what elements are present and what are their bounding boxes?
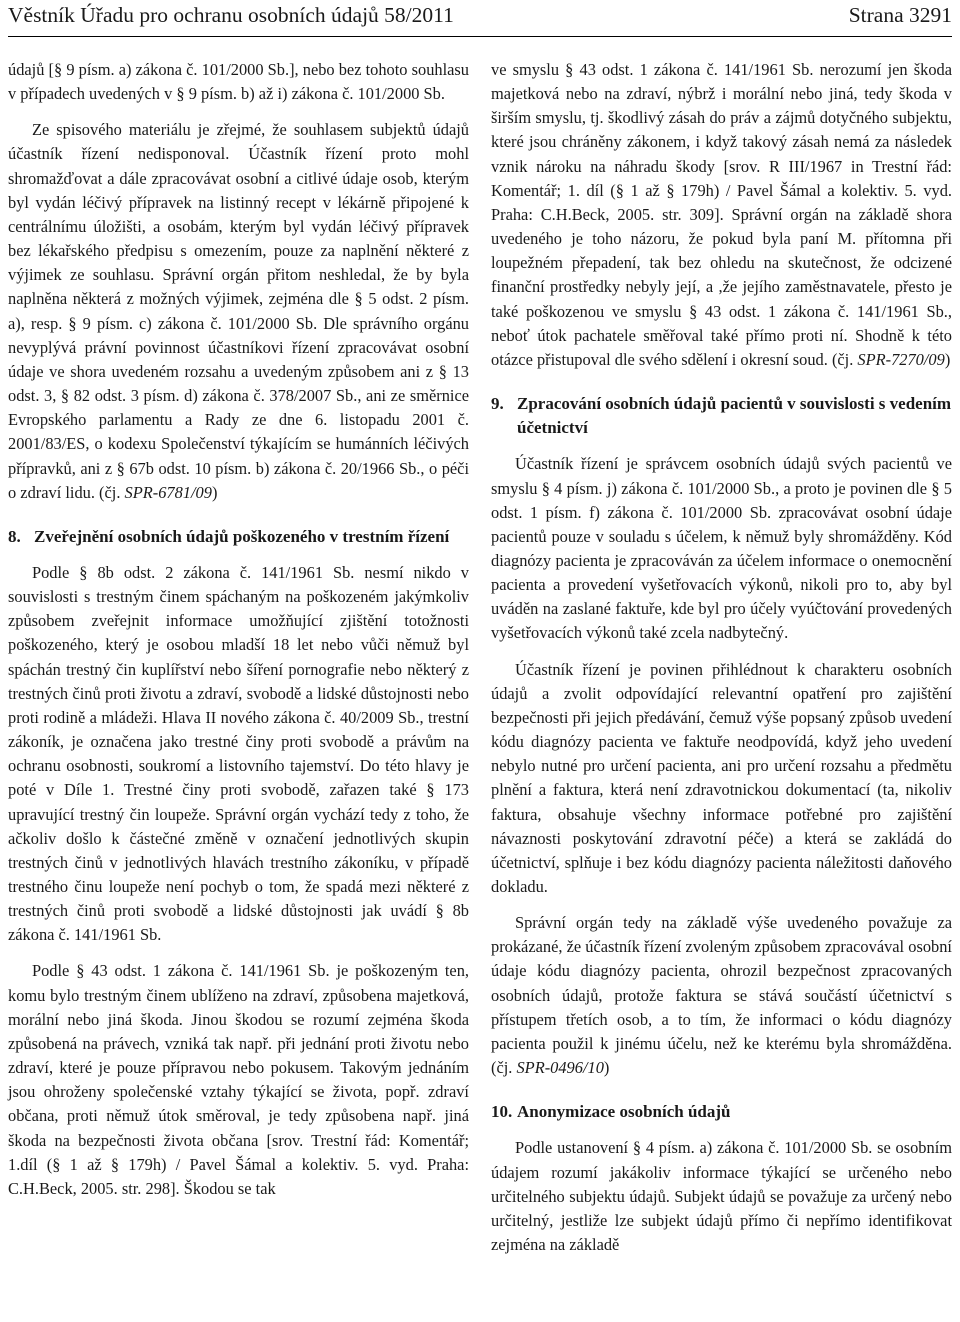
paragraph-end: ) bbox=[603, 1058, 610, 1078]
section-number: 8. bbox=[8, 526, 21, 546]
case-reference: SPR-6781/09 bbox=[124, 482, 212, 502]
journal-title: Věstník Úřadu pro ochranu osobních údajů 58/2011 bbox=[8, 3, 454, 27]
paragraph: Podle § 8b odst. 2 zákona č. 141/1961 Sb. nesmí nikdo v souvislosti s trestným činem spáchaným na poškozeném jakýmkoliv způsobem zveřejnit informace umožňující zjištění totožnosti poškozeného, který je osobou mladší 18 let nebo vůči němuž byl spáchán trestný čin kuplířství nebo šíření pornografie nebo některý z trestných činů proti životu a zdraví, svobodě a lidské důstojnosti nebo proti rodině a mládeži. Hlava II nového zákona č. 40/2009 Sb., trestní zákoník, je označena jako trestné činy proti svobodě a právům na ochranu osobnosti, soukromí a listovního tajemství. Do této hlavy je poté v Díle 1. Trestné činy proti svobodě, zařazen také § 173 upravující trestný čin loupeže. Správní orgán vychází tedy z toho, že ačkoliv došlo k částečné změně v označení jednotlivých skupin trestných činů v jednotlivých hlavách trestního zákoníku, v případě trestného činu loupeže není pochyb o tom, že spadá mezi některé z trestných činů proti svobodě a lidské důstojnosti jak uvádí § 8b zákona č. 141/1961 Sb. bbox=[8, 562, 469, 945]
paragraph: Podle ustanovení § 4 písm. a) zákona č. 101/2000 Sb. se osobním údajem rozumí jakákoliv informace týkající se určeného nebo určitelného subjektu údajů. Subjekt údajů se považuje za určený nebo určitelný, jestliže lze subjekt údajů přímo či nepřímo identifikovat zejména na základě bbox=[491, 1138, 952, 1255]
section-heading-9 bbox=[491, 392, 952, 440]
section-heading-8 bbox=[8, 525, 469, 549]
section-title: Zpracování osobních údajů pacientů v souvislosti s vedením účetnictví bbox=[517, 394, 952, 438]
paragraph-text: Správní orgán tedy na základě výše uvedeného považuje za prokázané, že účastník řízení zvoleným způsobem zpracovával osobní údaje kódu diagnózy pacienta, ohrozil bezpečnost zpracovaných osobních údajů, protože faktura se stává součástí účetnictví s přístupem třetích osob, a to tím, že informaci o kódu diagnózy pacienta použil k jinému účelu, než ke kterému byla shromážděna. (čj. bbox=[491, 913, 952, 1078]
paragraph-end: ) bbox=[211, 482, 218, 502]
section-title: Anonymizace osobních údajů bbox=[517, 1102, 731, 1122]
paragraph-text: Ze spisového materiálu je zřejmé, že souhlasem subjektů údajů účastník řízení nedisponoval. Účastník řízení proto mohl shromažďovat a dále zpracovávat osobní a citlivé údaje osob, kterým byl vydán léčivý přípravek na listinný recept v lékárně připojené k centrálnímu úložišti, a osobám, kterým byl vydán léčivý přípravek bez lékařského předpisu s omezením, pouze za naplnění některé z výjimek ze souhlasu. Správní orgán přitom neshledal, že by byla naplněna některá z možných výjimek, zejména dle § 5 odst. 2 písm. a), resp. § 9 písm. c) zákona č. 101/2000 Sb. Dle správního orgánu nevyplývá právní povinnost účastníkovi řízení zpracovávat osobní údaje ve shora uvedeném rozsahu a uvedeným způsobem ani z § 13 odst. 3, § 82 odst. 3 písm. d) zákona č. 378/2007 Sb., ani ze směrnice Evropského parlamentu a Rady ze dne 6. listopadu 2001 č. 2001/83/ES, o kodexu Společenství týkajícím se humánních léčivých přípravků, ani z § 67b odst. 10 písm. b) zákona č. 20/1966 Sb., o péči o zdraví lidu. (čj. bbox=[8, 120, 469, 502]
paragraph bbox=[8, 118, 469, 505]
paragraph-end: ) bbox=[944, 349, 951, 369]
paragraph: Účastník řízení je povinen přihlédnout k charakteru osobních údajů a zvolit odpovídající relevantní opatření pro zajištění bezpečnosti při jejich předávání, čemuž výše popsaný způsob uvedení kódu diagnózy pacienta ve faktuře neodpovídá, když jeho uvedení nebylo nutné pro určení pacienta, ani pro určení rozsahu a předmětu plnění a faktura, která není zdravotnickou dokumentací (ta, nikoliv faktura, obsahuje všechny informace potřebné pro zajištění návaznosti poskytování zdravotní péče) a která se zakládá do účetnictví, splňuje i bez kódu diagnózy pacienta náležitosti daňového dokladu. bbox=[491, 659, 952, 896]
section-heading-10 bbox=[491, 1100, 952, 1124]
section-number: 10. bbox=[491, 1102, 513, 1122]
section-title: Zveřejnění osobních údajů poškozeného v trestním řízení bbox=[34, 526, 450, 546]
section-number: 9. bbox=[491, 394, 504, 414]
paragraph-text: ve smyslu § 43 odst. 1 zákona č. 141/1961 Sb. nerozumí jen škoda majetková nebo na zdraví, nýbrž i morální nebo jiná, tedy škoda v širším smyslu, tj. škodlivý zásah do práv a zájmů dotyčného subjektu, které jsou chráněny zákonem, i když takový zásah nemá za následek vznik nároku na náhradu škody [srov. R III/1967 in Trestní řád: Komentář; 1. díl (§ 1 až § 179h) / Pavel Šámal a kolektiv. 5. vyd. Praha: C.H.Beck, 2005. str. 309]. Správní orgán na základě shora uvedeného je toho názoru, že pokud byla paní M. přítomna při loupežném přepadení, tak bez ohledu na skutečnost, že odcizené finanční prostředky nebyly její, a ,že jejího zaměstnavatele, přesto je také poškozenou ve smyslu § 43 odst. 1 zákona č. 141/1961 Sb., neboť útok pachatele směřoval také přímo proti ní. Shodně k této otázce přistupoval dle svého sdělení i okresní soud. (čj. bbox=[491, 60, 952, 369]
page-number: Strana 3291 bbox=[848, 3, 952, 27]
paragraph bbox=[491, 58, 952, 372]
case-reference: SPR-0496/10 bbox=[516, 1058, 604, 1078]
paragraph: Účastník řízení je správcem osobních údajů svých pacientů ve smyslu § 4 písm. j) zákona č. 101/2000 Sb., a proto je povinen dle § 5 odst. 1 písm. f) zákona č. 101/2000 Sb. zpracovávat osobní údaje pacientů pouze v souladu s účelem, k němuž byly shromážděny. Kód diagnózy pacienta je zpracováván za účelem informace o onemocnění pacienta a provedení vyšetřovacích výkonů, nikoli pro to, aby byl uváděn na zaslané faktuře, kde byl pro účely vyúčtování provedených vyšetřovacích výkonů také zcela nadbytečný. bbox=[491, 454, 952, 643]
case-reference: SPR-7270/09 bbox=[857, 349, 945, 369]
paragraph bbox=[491, 911, 952, 1080]
paragraph: Podle § 43 odst. 1 zákona č. 141/1961 Sb. je poškozeným ten, komu bylo trestným činem ublíženo na zdraví, způsobena majetková, morální nebo jiná škoda. Jinou škodou se rozumí zejména škoda způsobená na právech, vzniká tak např. při jednání proti životu nebo zdraví, které je pouze přípravou nebo pokusem. Takovým jednáním jsou ohroženy společenské vztahy týkající se života, popř. zdraví občana, proti němuž útok směroval, je tedy způsobena např. jiná škoda na bezpečnosti života občana [srov. Trestní řád: Komentář; 1.díl (§ 1 až § 179h) / Pavel Šámal a kolektiv. 5. vyd. Praha: C.H.Beck, 2005. str. 298]. Škodou se tak bbox=[8, 961, 469, 1198]
running-header bbox=[8, 0, 952, 37]
paragraph: údajů [§ 9 písm. a) zákona č. 101/2000 Sb.], nebo bez tohoto souhlasu v případech uvedených v § 9 písm. b) až i) zákona č. 101/2000 Sb. bbox=[8, 60, 469, 104]
left-column bbox=[8, 58, 469, 1201]
right-column bbox=[491, 58, 952, 1257]
